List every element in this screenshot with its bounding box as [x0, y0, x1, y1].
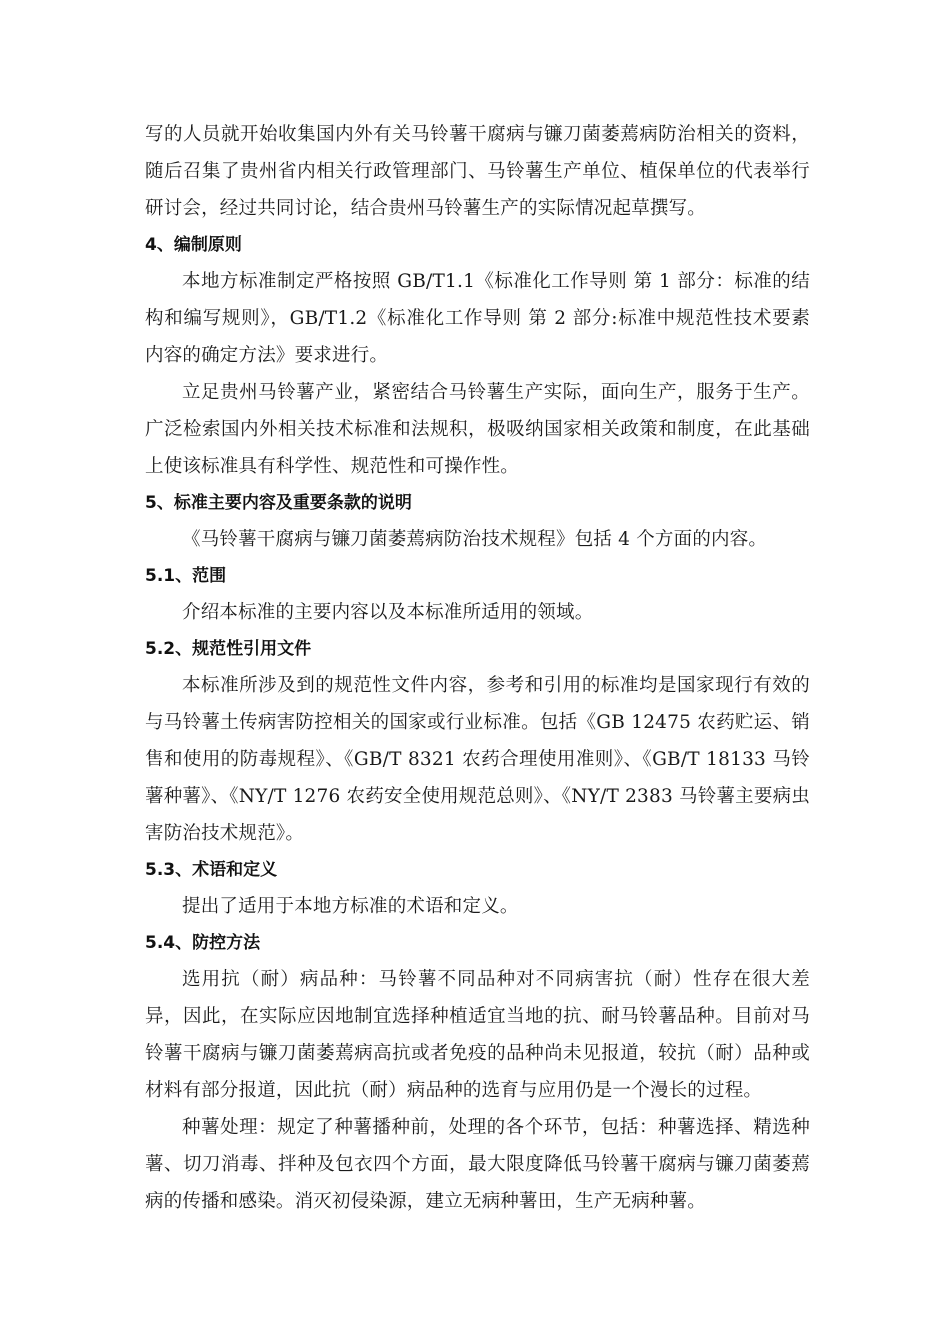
- paragraph-scope: 介绍本标准的主要内容以及本标准所适用的领域。: [182, 602, 594, 623]
- paragraph-standard-basis: 本地方标准制定严格按照 GB/T1.1《标准化工作导则 第 1 部分：标准的结构和编写规则》，GB/T1.2《标准化工作导则 第 2 部分:标准中规范性技术要素内容的确定方法》要求进行。: [145, 271, 810, 366]
- heading-control-methods: 5.4、防控方法: [145, 933, 261, 953]
- heading-terms-definitions: 5.3、术语和定义: [145, 860, 278, 880]
- heading-compilation-principles: 4、编制原则: [145, 235, 242, 255]
- heading-main-content: 5、标准主要内容及重要条款的说明: [145, 493, 412, 513]
- paragraph-seed-treatment: 种薯处理：规定了种薯播种前，处理的各个环节，包括：种薯选择、精选种薯、切刀消毒、拌种及包衣四个方面，最大限度降低马铃薯干腐病与镰刀菌萎蔫病的传播和感染。消灭初侵染源，建立无病种薯田，生产无病种薯。: [145, 1117, 810, 1212]
- paragraph-intro-continuation: 写的人员就开始收集国内外有关马铃薯干腐病与镰刀菌萎蔫病防治相关的资料，随后召集了贵州省内相关行政管理部门、马铃薯生产单位、植保单位的代表举行研讨会，经过共同讨论，结合贵州马铃薯生产的实际情况起草撰写。: [145, 124, 810, 219]
- paragraph-resistant-varieties: 选用抗（耐）病品种：马铃薯不同品种对不同病害抗（耐）性存在很大差异，因此，在实际应因地制宜选择种植适宜当地的抗、耐马铃薯品种。目前对马铃薯干腐病与镰刀菌萎蔫病高抗或者免疫的品种尚未见报道，较抗（耐）品种或材料有部分报道，因此抗（耐）病品种的选育与应用仍是一个漫长的过程。: [145, 969, 810, 1101]
- paragraph-normative-references: 本标准所涉及到的规范性文件内容，参考和引用的标准均是国家现行有效的与马铃薯土传病害防控相关的国家或行业标准。包括《GB 12475 农药贮运、销售和使用的防毒规程》、《GB/T 8321 农药合理使用准则》、《GB/T 18133 马铃薯种薯》、《NY/T 1276 农药安全使用规范总则》、《NY/T 2383 马铃薯主要病虫害防治技术规范》。: [145, 675, 810, 844]
- heading-normative-references: 5.2、规范性引用文件: [145, 639, 312, 659]
- paragraph-industry-focus: 立足贵州马铃薯产业，紧密结合马铃薯生产实际，面向生产，服务于生产。广泛检索国内外相关技术标准和法规积，极吸纳国家相关政策和制度，在此基础上使该标准具有科学性、规范性和可操作性。: [145, 382, 810, 477]
- document-body: [145, 116, 810, 1220]
- paragraph-terms-definitions: 提出了适用于本地方标准的术语和定义。: [182, 896, 519, 917]
- heading-scope: 5.1、范围: [145, 566, 227, 586]
- paragraph-content-overview: 《马铃薯干腐病与镰刀菌萎蔫病防治技术规程》包括 4 个方面的内容。: [182, 529, 768, 550]
